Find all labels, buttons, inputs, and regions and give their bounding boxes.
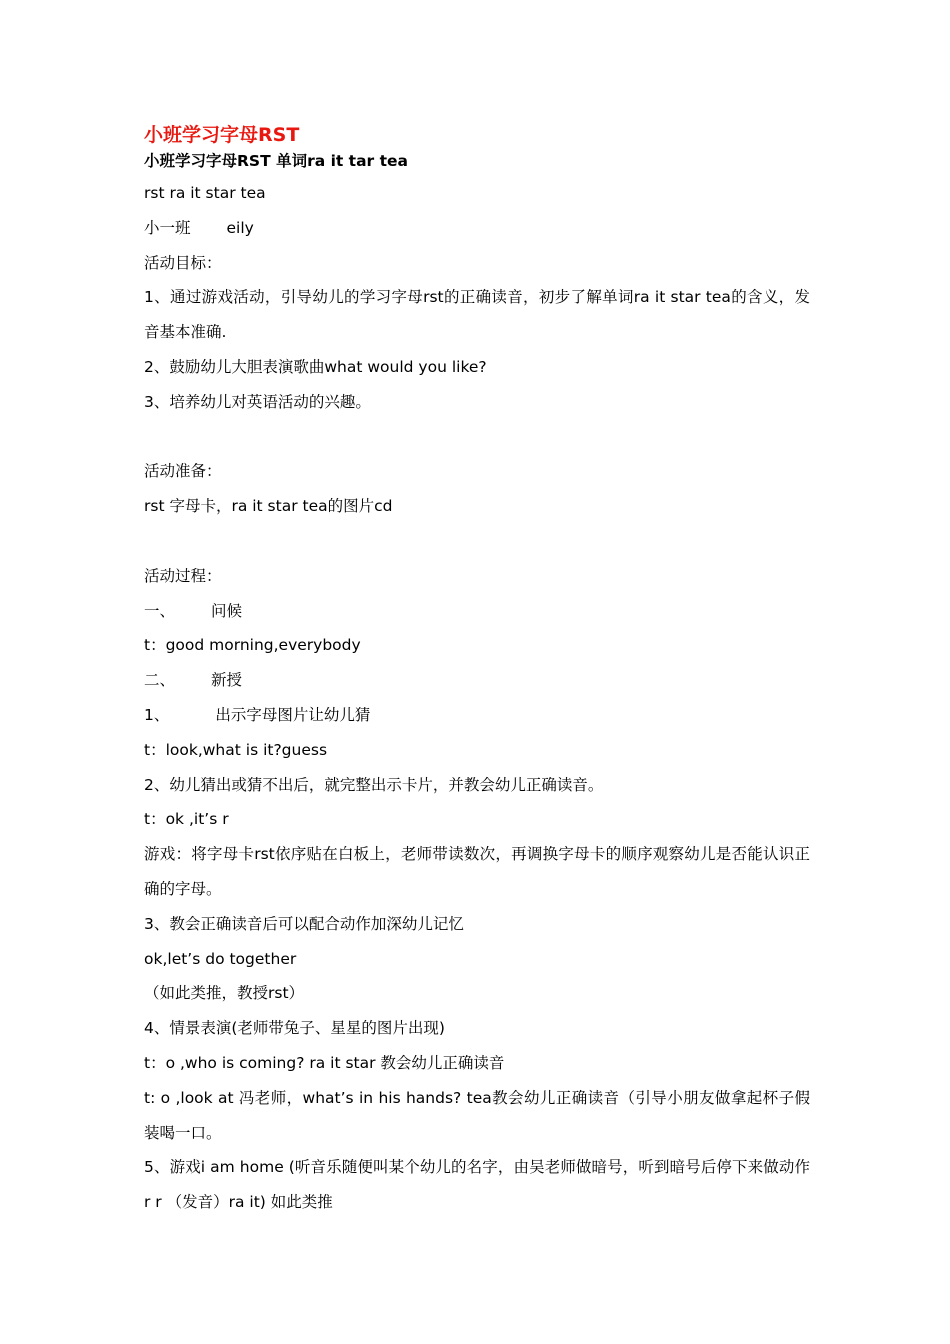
step-2-number: 二、 [144,671,176,690]
step-1-number: 一、 [144,601,176,620]
class-line [144,211,810,246]
prep-heading: 活动准备： [144,462,222,481]
step-2-text: 新授 [211,671,243,690]
game-description: 游戏：将字母卡rst依序贴在白板上，老师带读数次，再调换字母卡的顺序观察幼儿是否能认识正确的字母。 [144,845,810,898]
substep-3: 3、教会正确读音后可以配合动作加深幼儿记忆 [144,914,464,933]
substep-2-line: t：ok ,it’s r [144,810,229,829]
step-1-line: t：good morning,everybody [144,636,361,655]
spacer [144,524,810,559]
substep-1-number: 1、 [144,705,170,724]
substep-1-line: t：look,what is it?guess [144,740,328,759]
goals-heading: 活动目标： [144,253,222,272]
words-line: rst ra it star tea [144,184,266,202]
substep-1-text: 出示字母图片让幼儿猜 [215,705,371,724]
process-heading: 活动过程： [144,566,222,585]
substep-3-note: （如此类推，教授rst） [144,984,305,1003]
step-1 [144,594,810,629]
substep-2: 2、幼儿猜出或猜不出后，就完整出示卡片，并教会幼儿正确读音。 [144,775,604,794]
step-1-text: 问候 [211,601,243,620]
class-name: 小一班 [144,218,191,237]
substep-4-line-2: t: o ,look at 冯老师，what’s in his hands? tea教会幼儿正确读音（引导小朋友做拿起杯子假装喝一口。 [144,1088,810,1142]
substep-4: 4、情景表演(老师带兔子、星星的图片出现) [144,1019,445,1038]
substep-5: 5、游戏i am home (听音乐随便叫某个幼儿的名字，由吴老师做暗号，听到暗号后停下来做动作r r （发音）ra it) 如此类推 [144,1158,810,1212]
step-2 [144,663,810,698]
teacher-name: eily [226,218,254,237]
spacer [144,420,810,455]
goal-2: 2、鼓励幼儿大胆表演歌曲what would you like? [144,357,487,376]
goal-1: 1、通过游戏活动，引导幼儿的学习字母rst的正确读音，初步了解单词ra it star tea的含义，发音基本准确. [144,288,810,342]
goal-3: 3、培养幼儿对英语活动的兴趣。 [144,392,371,411]
document-subtitle: 小班学习字母RST 单词ra it tar tea [144,152,408,170]
document-page [144,120,810,1220]
substep-4-line-1: t：o ,who is coming? ra it star 教会幼儿正确读音 [144,1053,505,1072]
document-title: 小班学习字母RST [144,124,300,146]
prep-item: rst 字母卡，ra it star tea的图片cd [144,497,393,516]
substep-1 [144,698,810,733]
substep-3-line: ok,let’s do together [144,949,297,968]
